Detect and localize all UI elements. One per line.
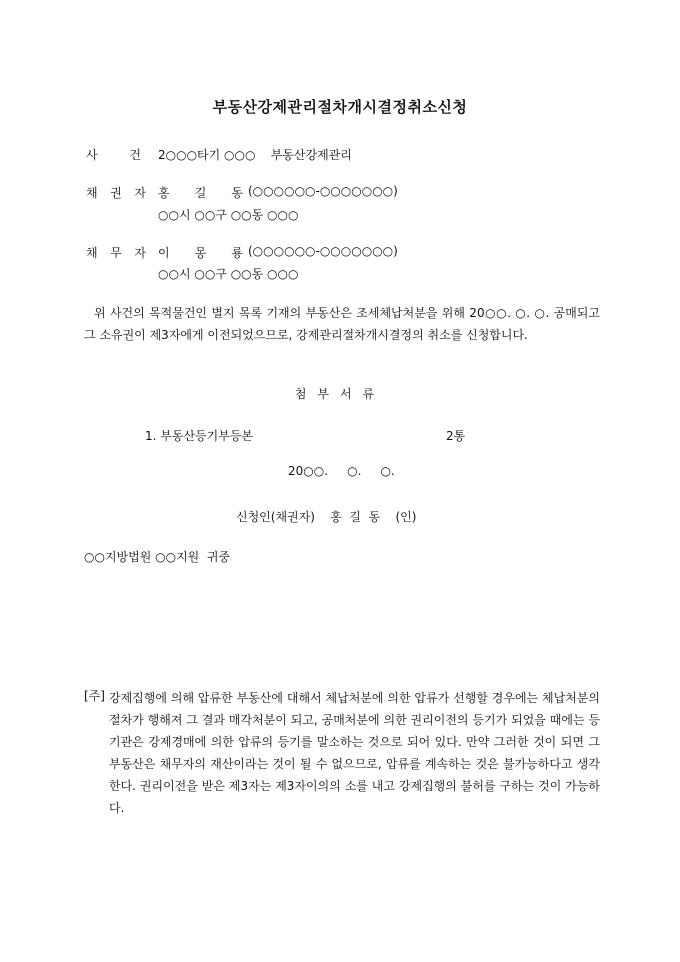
attachments-heading	[0, 385, 680, 402]
debtor-name-char: 룡	[231, 246, 243, 260]
creditor-address: ○○시 ○○구 ○○동 ○○○	[158, 208, 299, 222]
attachment-item-count: 2통	[446, 429, 466, 443]
creditor-name-char: 동	[231, 186, 243, 200]
creditor-label	[86, 184, 146, 201]
filing-date: 20○○. ○. ○.	[288, 464, 395, 478]
debtor-label-char: 무	[110, 246, 122, 260]
debtor-id-number: (○○○○○○-○○○○○○○)	[248, 244, 398, 258]
creditor-name-char: 길	[194, 186, 207, 200]
creditor-name	[158, 184, 243, 201]
debtor-label-char: 채	[86, 246, 98, 260]
debtor-name	[158, 244, 243, 261]
creditor-label-char: 권	[110, 186, 122, 200]
debtor-name-char: 이	[158, 246, 170, 260]
applicant-signature-line: 신청인(채권자) 홍 길 동 (인)	[236, 510, 417, 524]
note-label: [주]	[84, 689, 105, 703]
creditor-label-char: 채	[86, 186, 98, 200]
debtor-address: ○○시 ○○구 ○○동 ○○○	[158, 267, 299, 281]
debtor-label-char: 자	[134, 246, 146, 260]
document-title: 부동산강제관리절차개시결정취소신청	[212, 98, 468, 116]
court-addressee: ○○지방법원 ○○지원 귀중	[84, 550, 231, 564]
debtor-name-char: 몽	[194, 246, 207, 260]
case-label	[86, 146, 141, 163]
creditor-label-char: 자	[134, 186, 146, 200]
attachments-heading-text: 첨부서류	[294, 387, 386, 401]
attachment-item-label: 1. 부동산등기부등본	[145, 429, 254, 443]
case-label-char: 건	[129, 148, 141, 162]
note-text: 강제집행에 의해 압류한 부동산에 대해서 체납처분에 의한 압류가 선행할 경우에는 체납처분의 절차가 행해져 그 결과 매각처분이 되고, 공매처분에 의한 권리이전의 등기가 되었을 때에는 등기관은 강제경매에 의한 압류의 등기를 말소하는 것으로 되어 있다. 만약 그러한 것이 되면 그 부동산은 채무자의 재산이라는 것이 될 수 없으므로, 압류를 계속하는 것은 불가능하다고 생각한다. 권리이전을 받은 제3자는 제3자이의의 소를 내고 강제집행의 불허를 구하는 것이 가능하다.	[109, 691, 600, 815]
debtor-label	[86, 244, 146, 261]
creditor-name-char: 홍	[158, 186, 170, 200]
petition-body: 위 사건의 목적물건인 별지 목록 기재의 부동산은 조세체납처분을 위해 20○○. ○. ○. 공매되고 그 소유권이 제3자에게 이전되었으므로, 강제관리절차개시결정의 취소를 신청합니다.	[84, 306, 600, 342]
case-number: 2○○○타기 ○○○ 부동산강제관리	[158, 148, 352, 162]
case-label-char: 사	[86, 148, 98, 162]
creditor-id-number: (○○○○○○-○○○○○○○)	[248, 184, 398, 198]
